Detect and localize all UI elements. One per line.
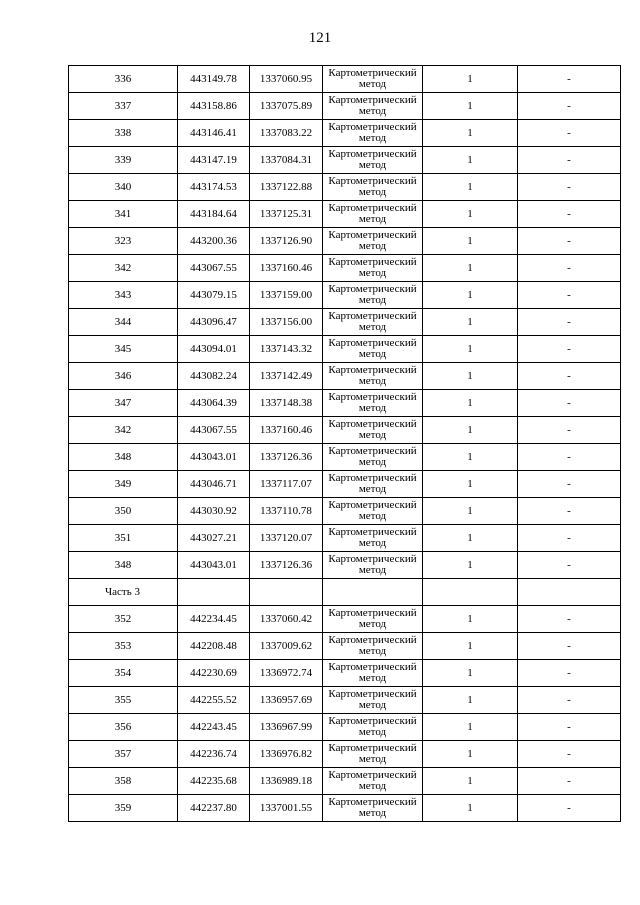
point-number-cell: 345: [69, 336, 178, 363]
accuracy-cell: 1: [423, 444, 518, 471]
method-line-2: метод: [358, 618, 387, 630]
x-coordinate-cell: 443174.53: [178, 174, 250, 201]
method-line-1: Картометрический: [328, 67, 417, 79]
note-cell: -: [518, 525, 621, 552]
y-coordinate-cell: 1337159.00: [250, 282, 323, 309]
method-cell: [323, 633, 423, 660]
method-line-2: метод: [358, 402, 387, 414]
point-number-cell: 341: [69, 201, 178, 228]
method-line-1: Картометрический: [328, 796, 417, 808]
x-coordinate-cell: 443067.55: [178, 255, 250, 282]
accuracy-cell: 1: [423, 606, 518, 633]
y-coordinate-cell: 1337160.46: [250, 417, 323, 444]
empty-cell: [323, 579, 423, 606]
method-line-1: Картометрический: [328, 418, 417, 430]
y-coordinate-cell: 1337126.36: [250, 444, 323, 471]
method-line-2: метод: [358, 753, 387, 765]
table-row: [69, 93, 621, 120]
table-body-part-a: [69, 66, 621, 579]
x-coordinate-cell: 443200.36: [178, 228, 250, 255]
method-cell: [323, 147, 423, 174]
method-line-1: Картометрический: [328, 715, 417, 727]
method-line-1: Картометрический: [328, 661, 417, 673]
y-coordinate-cell: 1337160.46: [250, 255, 323, 282]
table-row: [69, 768, 621, 795]
table-row: [69, 390, 621, 417]
method-cell: [323, 174, 423, 201]
method-line-2: метод: [358, 132, 387, 144]
method-cell: [323, 363, 423, 390]
method-cell: [323, 606, 423, 633]
table-row: [69, 660, 621, 687]
accuracy-cell: 1: [423, 93, 518, 120]
point-number-cell: 349: [69, 471, 178, 498]
method-line-1: Картометрический: [328, 94, 417, 106]
method-line-2: метод: [358, 645, 387, 657]
table-row: [69, 444, 621, 471]
method-line-1: Картометрический: [328, 310, 417, 322]
method-line-2: метод: [358, 213, 387, 225]
x-coordinate-cell: 442208.48: [178, 633, 250, 660]
y-coordinate-cell: 1337001.55: [250, 795, 323, 822]
x-coordinate-cell: 443067.55: [178, 417, 250, 444]
table-row: [69, 633, 621, 660]
table-row: [69, 201, 621, 228]
note-cell: -: [518, 714, 621, 741]
method-cell: [323, 417, 423, 444]
x-coordinate-cell: 443082.24: [178, 363, 250, 390]
method-line-2: метод: [358, 726, 387, 738]
accuracy-cell: 1: [423, 660, 518, 687]
method-cell: [323, 552, 423, 579]
x-coordinate-cell: 443046.71: [178, 471, 250, 498]
method-line-1: Картометрический: [328, 256, 417, 268]
y-coordinate-cell: 1337084.31: [250, 147, 323, 174]
point-number-cell: 356: [69, 714, 178, 741]
x-coordinate-cell: 442255.52: [178, 687, 250, 714]
table-row: [69, 336, 621, 363]
x-coordinate-cell: 443146.41: [178, 120, 250, 147]
method-line-2: метод: [358, 78, 387, 90]
method-line-1: Картометрический: [328, 769, 417, 781]
y-coordinate-cell: 1336972.74: [250, 660, 323, 687]
method-cell: [323, 471, 423, 498]
method-line-1: Картометрический: [328, 445, 417, 457]
method-line-2: метод: [358, 375, 387, 387]
method-cell: [323, 309, 423, 336]
note-cell: -: [518, 255, 621, 282]
x-coordinate-cell: 443094.01: [178, 336, 250, 363]
table-row: [69, 255, 621, 282]
note-cell: -: [518, 417, 621, 444]
method-line-2: метод: [358, 807, 387, 819]
method-line-1: Картометрический: [328, 283, 417, 295]
method-cell: [323, 66, 423, 93]
y-coordinate-cell: 1337156.00: [250, 309, 323, 336]
method-line-2: метод: [358, 456, 387, 468]
point-number-cell: 353: [69, 633, 178, 660]
note-cell: -: [518, 66, 621, 93]
accuracy-cell: 1: [423, 714, 518, 741]
point-number-cell: 352: [69, 606, 178, 633]
y-coordinate-cell: 1337122.88: [250, 174, 323, 201]
y-coordinate-cell: 1336967.99: [250, 714, 323, 741]
accuracy-cell: 1: [423, 471, 518, 498]
empty-cell: [423, 579, 518, 606]
y-coordinate-cell: 1337120.07: [250, 525, 323, 552]
method-cell: [323, 498, 423, 525]
y-coordinate-cell: 1337143.32: [250, 336, 323, 363]
page-number: 121: [308, 30, 332, 46]
note-cell: -: [518, 201, 621, 228]
y-coordinate-cell: 1336957.69: [250, 687, 323, 714]
y-coordinate-cell: 1336976.82: [250, 741, 323, 768]
y-coordinate-cell: 1337075.89: [250, 93, 323, 120]
point-number-cell: 339: [69, 147, 178, 174]
method-line-2: метод: [358, 483, 387, 495]
method-cell: [323, 444, 423, 471]
section-label: Часть 3: [69, 579, 178, 606]
accuracy-cell: 1: [423, 390, 518, 417]
method-line-2: метод: [358, 105, 387, 117]
section-row: [69, 579, 621, 606]
note-cell: -: [518, 93, 621, 120]
note-cell: -: [518, 336, 621, 363]
table-row: [69, 66, 621, 93]
method-cell: [323, 282, 423, 309]
coordinates-table: [68, 65, 621, 822]
note-cell: -: [518, 309, 621, 336]
method-line-2: метод: [358, 240, 387, 252]
table-row: [69, 120, 621, 147]
table-row: [69, 174, 621, 201]
method-cell: [323, 336, 423, 363]
method-cell: [323, 714, 423, 741]
table-row: [69, 282, 621, 309]
y-coordinate-cell: 1337126.36: [250, 552, 323, 579]
method-line-1: Картометрический: [328, 391, 417, 403]
accuracy-cell: 1: [423, 201, 518, 228]
note-cell: -: [518, 498, 621, 525]
point-number-cell: 354: [69, 660, 178, 687]
note-cell: -: [518, 282, 621, 309]
point-number-cell: 357: [69, 741, 178, 768]
method-line-2: метод: [358, 159, 387, 171]
x-coordinate-cell: 443043.01: [178, 444, 250, 471]
accuracy-cell: 1: [423, 336, 518, 363]
point-number-cell: 346: [69, 363, 178, 390]
accuracy-cell: 1: [423, 768, 518, 795]
method-line-1: Картометрический: [328, 742, 417, 754]
x-coordinate-cell: 443184.64: [178, 201, 250, 228]
method-line-2: метод: [358, 429, 387, 441]
y-coordinate-cell: 1337060.42: [250, 606, 323, 633]
method-line-1: Картометрический: [328, 175, 417, 187]
method-cell: [323, 120, 423, 147]
method-cell: [323, 201, 423, 228]
note-cell: -: [518, 741, 621, 768]
table-row: [69, 471, 621, 498]
method-line-1: Картометрический: [328, 121, 417, 133]
note-cell: -: [518, 363, 621, 390]
note-cell: -: [518, 147, 621, 174]
accuracy-cell: 1: [423, 525, 518, 552]
note-cell: -: [518, 552, 621, 579]
note-cell: -: [518, 606, 621, 633]
accuracy-cell: 1: [423, 498, 518, 525]
table-row: [69, 687, 621, 714]
method-cell: [323, 390, 423, 417]
method-line-2: метод: [358, 294, 387, 306]
table-row: [69, 552, 621, 579]
point-number-cell: 337: [69, 93, 178, 120]
accuracy-cell: 1: [423, 417, 518, 444]
accuracy-cell: 1: [423, 552, 518, 579]
note-cell: -: [518, 687, 621, 714]
method-line-2: метод: [358, 348, 387, 360]
point-number-cell: 342: [69, 417, 178, 444]
empty-cell: [518, 579, 621, 606]
y-coordinate-cell: 1337142.49: [250, 363, 323, 390]
note-cell: -: [518, 390, 621, 417]
x-coordinate-cell: 443149.78: [178, 66, 250, 93]
point-number-cell: 351: [69, 525, 178, 552]
x-coordinate-cell: 442234.45: [178, 606, 250, 633]
table-row: [69, 363, 621, 390]
x-coordinate-cell: 442235.68: [178, 768, 250, 795]
note-cell: -: [518, 660, 621, 687]
note-cell: -: [518, 795, 621, 822]
point-number-cell: 359: [69, 795, 178, 822]
y-coordinate-cell: 1337009.62: [250, 633, 323, 660]
x-coordinate-cell: 442230.69: [178, 660, 250, 687]
y-coordinate-cell: 1336989.18: [250, 768, 323, 795]
accuracy-cell: 1: [423, 228, 518, 255]
method-cell: [323, 768, 423, 795]
x-coordinate-cell: 443079.15: [178, 282, 250, 309]
accuracy-cell: 1: [423, 795, 518, 822]
table-body-part-b: [69, 606, 621, 822]
table-row: [69, 525, 621, 552]
method-line-1: Картометрический: [328, 472, 417, 484]
accuracy-cell: 1: [423, 66, 518, 93]
note-cell: -: [518, 444, 621, 471]
x-coordinate-cell: 442237.80: [178, 795, 250, 822]
table-row: [69, 741, 621, 768]
accuracy-cell: 1: [423, 741, 518, 768]
method-line-2: метод: [358, 699, 387, 711]
method-cell: [323, 687, 423, 714]
accuracy-cell: 1: [423, 174, 518, 201]
method-line-1: Картометрический: [328, 337, 417, 349]
table-row: [69, 795, 621, 822]
empty-cell: [178, 579, 250, 606]
method-line-2: метод: [358, 510, 387, 522]
x-coordinate-cell: 443158.86: [178, 93, 250, 120]
x-coordinate-cell: 443027.21: [178, 525, 250, 552]
table-row: [69, 309, 621, 336]
x-coordinate-cell: 443064.39: [178, 390, 250, 417]
accuracy-cell: 1: [423, 255, 518, 282]
method-line-2: метод: [358, 321, 387, 333]
table-row: [69, 228, 621, 255]
method-line-1: Картометрический: [328, 148, 417, 160]
accuracy-cell: 1: [423, 147, 518, 174]
x-coordinate-cell: 442243.45: [178, 714, 250, 741]
table-row: [69, 147, 621, 174]
point-number-cell: 338: [69, 120, 178, 147]
method-line-2: метод: [358, 564, 387, 576]
note-cell: -: [518, 174, 621, 201]
table-row: [69, 417, 621, 444]
note-cell: -: [518, 633, 621, 660]
table-row: [69, 498, 621, 525]
note-cell: -: [518, 228, 621, 255]
x-coordinate-cell: 443030.92: [178, 498, 250, 525]
accuracy-cell: 1: [423, 687, 518, 714]
method-line-2: метод: [358, 267, 387, 279]
method-cell: [323, 93, 423, 120]
point-number-cell: 350: [69, 498, 178, 525]
method-line-1: Картометрический: [328, 364, 417, 376]
method-cell: [323, 255, 423, 282]
y-coordinate-cell: 1337117.07: [250, 471, 323, 498]
method-line-1: Картометрический: [328, 634, 417, 646]
accuracy-cell: 1: [423, 363, 518, 390]
x-coordinate-cell: 443147.19: [178, 147, 250, 174]
method-line-1: Картометрический: [328, 229, 417, 241]
method-line-2: метод: [358, 537, 387, 549]
point-number-cell: 323: [69, 228, 178, 255]
y-coordinate-cell: 1337148.38: [250, 390, 323, 417]
method-line-2: метод: [358, 672, 387, 684]
accuracy-cell: 1: [423, 282, 518, 309]
point-number-cell: 344: [69, 309, 178, 336]
point-number-cell: 348: [69, 444, 178, 471]
note-cell: -: [518, 471, 621, 498]
point-number-cell: 355: [69, 687, 178, 714]
table-row: [69, 714, 621, 741]
y-coordinate-cell: 1337126.90: [250, 228, 323, 255]
method-cell: [323, 525, 423, 552]
point-number-cell: 343: [69, 282, 178, 309]
point-number-cell: 358: [69, 768, 178, 795]
x-coordinate-cell: 442236.74: [178, 741, 250, 768]
accuracy-cell: 1: [423, 309, 518, 336]
method-line-2: метод: [358, 186, 387, 198]
point-number-cell: 348: [69, 552, 178, 579]
method-line-1: Картометрический: [328, 202, 417, 214]
method-cell: [323, 795, 423, 822]
table-body-section: [69, 579, 621, 606]
point-number-cell: 340: [69, 174, 178, 201]
x-coordinate-cell: 443096.47: [178, 309, 250, 336]
y-coordinate-cell: 1337083.22: [250, 120, 323, 147]
y-coordinate-cell: 1337125.31: [250, 201, 323, 228]
point-number-cell: 347: [69, 390, 178, 417]
method-cell: [323, 741, 423, 768]
method-line-2: метод: [358, 780, 387, 792]
note-cell: -: [518, 120, 621, 147]
accuracy-cell: 1: [423, 633, 518, 660]
point-number-cell: 336: [69, 66, 178, 93]
method-cell: [323, 660, 423, 687]
point-number-cell: 342: [69, 255, 178, 282]
accuracy-cell: 1: [423, 120, 518, 147]
table-row: [69, 606, 621, 633]
method-cell: [323, 228, 423, 255]
note-cell: -: [518, 768, 621, 795]
method-line-1: Картометрический: [328, 499, 417, 511]
method-line-1: Картометрический: [328, 607, 417, 619]
y-coordinate-cell: 1337060.95: [250, 66, 323, 93]
empty-cell: [250, 579, 323, 606]
y-coordinate-cell: 1337110.78: [250, 498, 323, 525]
method-line-1: Картометрический: [328, 553, 417, 565]
method-line-1: Картометрический: [328, 526, 417, 538]
x-coordinate-cell: 443043.01: [178, 552, 250, 579]
method-line-1: Картометрический: [328, 688, 417, 700]
